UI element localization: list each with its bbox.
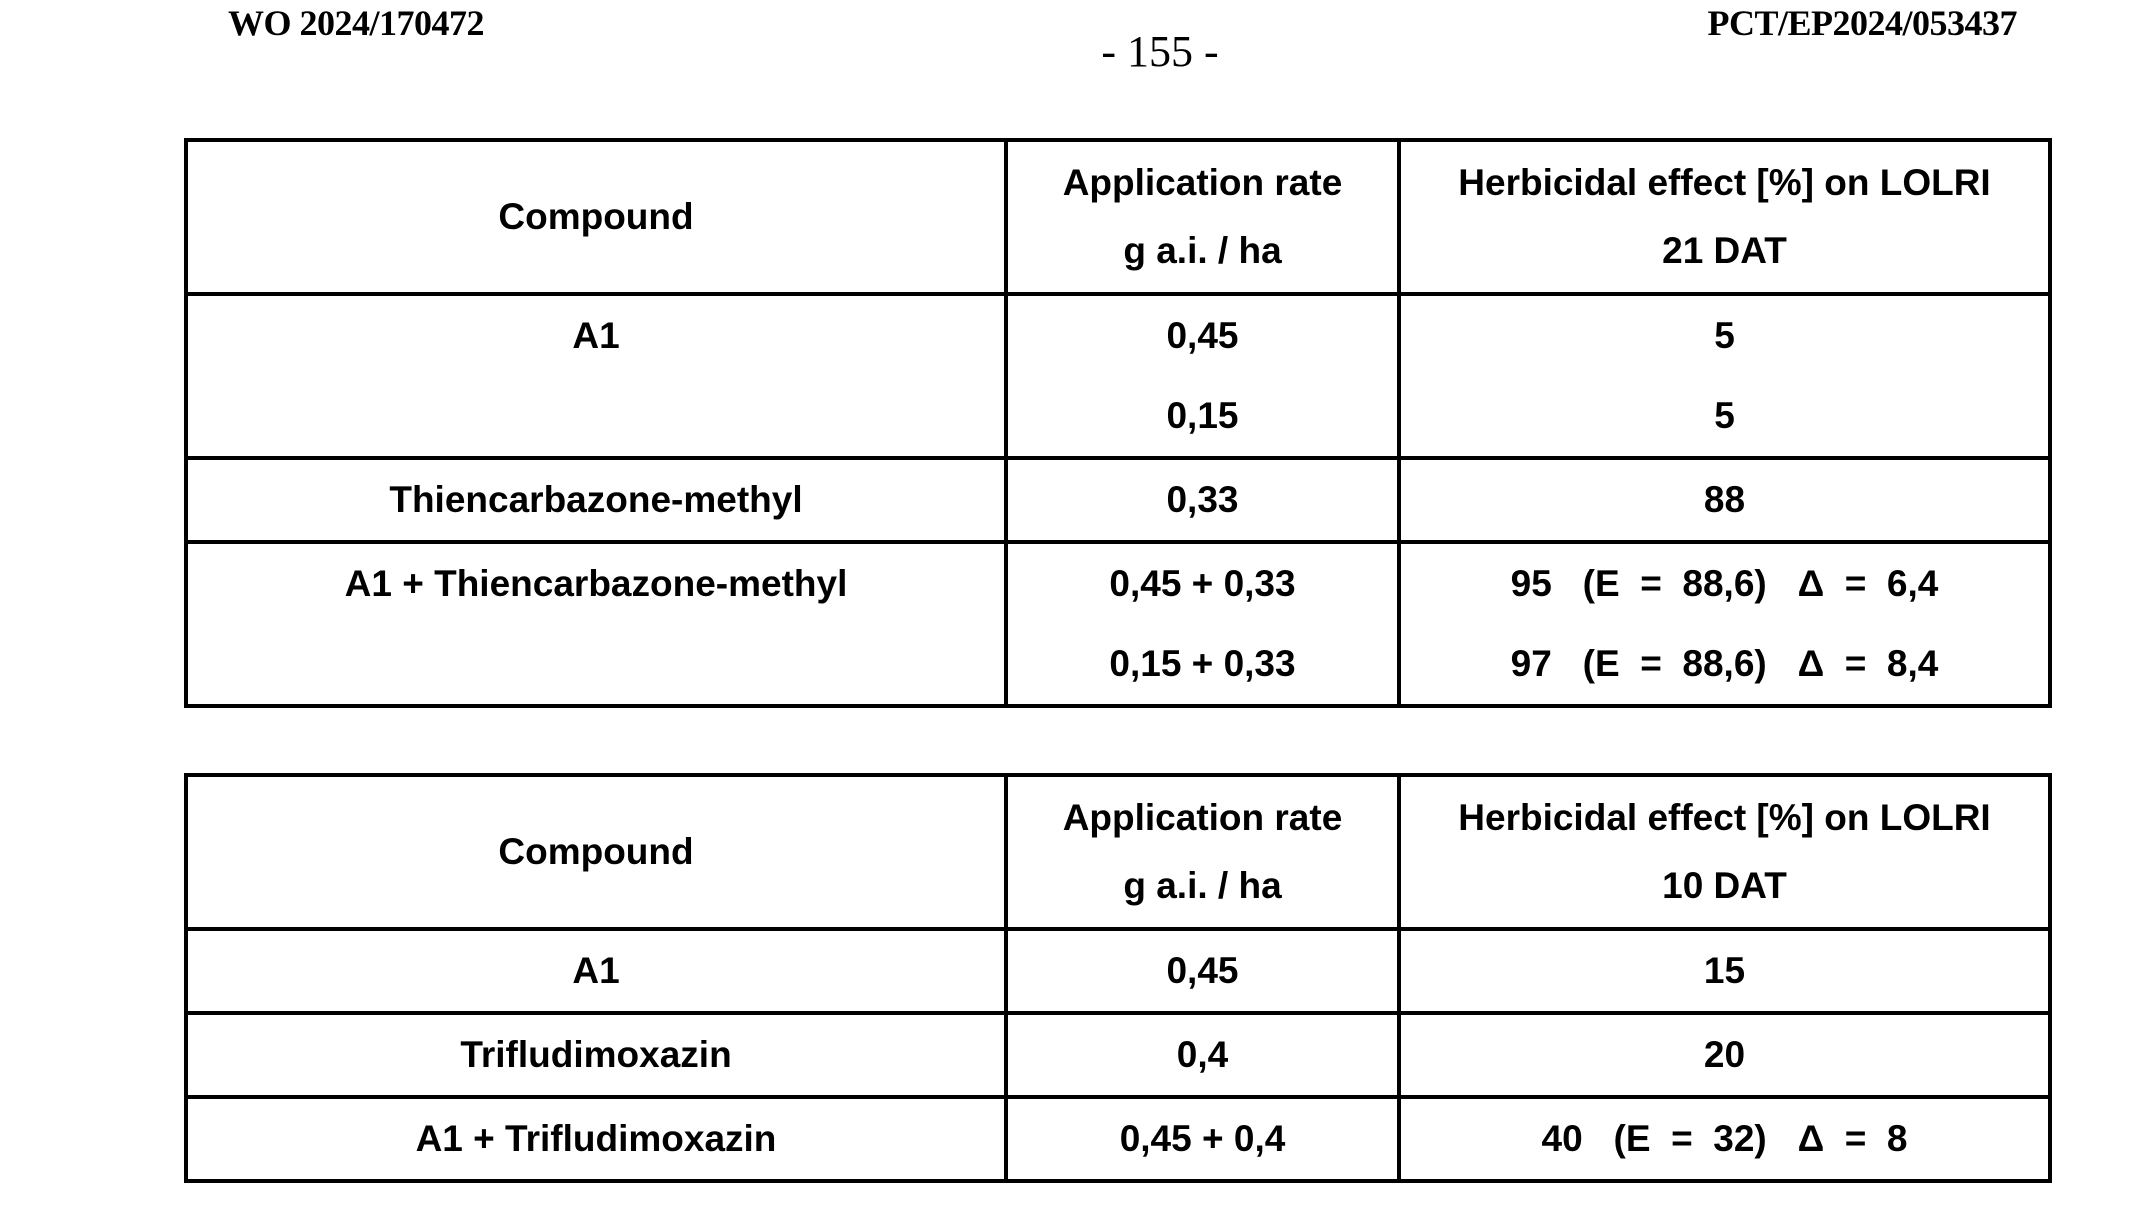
rate-header-label: Application rate (1062, 162, 1343, 203)
column-header-compound (186, 775, 1006, 929)
effect-cell (1399, 542, 2050, 706)
rate-value: 0,45 + 0,4 (1119, 1118, 1286, 1159)
table-header-row (186, 140, 2050, 294)
effect-value: 20 (1703, 1034, 1746, 1075)
rate-cell (1006, 542, 1399, 706)
table-row (186, 1097, 2050, 1181)
rate-cell (1006, 1097, 1399, 1181)
application-number: PCT/EP2024/053437 (1707, 3, 2017, 43)
compound-name: A1 + Thiencarbazone-methyl (344, 563, 848, 604)
rate-value: 0,45 (1166, 315, 1239, 356)
effect-timepoint-label: 21 DAT (1662, 230, 1787, 271)
effect-cell (1399, 1097, 2050, 1181)
compound-cell (186, 1097, 1006, 1181)
compound-cell (186, 1013, 1006, 1097)
effect-cell (1399, 929, 2050, 1013)
column-header-application-rate (1006, 775, 1399, 929)
rate-unit-label: g a.i. / ha (1123, 865, 1282, 906)
compound-name: Thiencarbazone-methyl (389, 479, 803, 520)
column-header-application-rate (1006, 140, 1399, 294)
effect-header-label: Herbicidal effect [%] on LOLRI (1458, 162, 1991, 203)
effect-value: 40 (E = 32) Δ = 8 (1541, 1118, 1908, 1159)
effect-header-label: Herbicidal effect [%] on LOLRI (1458, 797, 1991, 838)
effect-value: 15 (1703, 950, 1746, 991)
rate-value: 0,45 (1166, 950, 1239, 991)
compound-header-label: Compound (498, 196, 694, 237)
table-row (186, 929, 2050, 1013)
compound-cell (186, 542, 1006, 706)
column-header-compound (186, 140, 1006, 294)
compound-cell (186, 294, 1006, 458)
page-number: - 155 - (1101, 27, 1219, 76)
table-row (186, 294, 2050, 458)
effect-cell (1399, 294, 2050, 458)
effect-cell (1399, 458, 2050, 542)
rate-header-label: Application rate (1062, 797, 1343, 838)
rate-value: 0,15 + 0,33 (1109, 643, 1296, 684)
compound-name: Trifludimoxazin (460, 1034, 732, 1075)
herbicidal-effect-table-21dat (184, 138, 2052, 708)
rate-cell (1006, 929, 1399, 1013)
table-row (186, 1013, 2050, 1097)
table-row (186, 542, 2050, 706)
effect-value: 95 (E = 88,6) Δ = 6,4 (1510, 563, 1939, 604)
effect-value: 97 (E = 88,6) Δ = 8,4 (1510, 643, 1939, 684)
rate-value: 0,33 (1166, 479, 1239, 520)
rate-value: 0,4 (1176, 1034, 1229, 1075)
compound-cell (186, 929, 1006, 1013)
rate-cell (1006, 458, 1399, 542)
effect-value: 5 (1714, 395, 1735, 436)
rate-cell (1006, 294, 1399, 458)
compound-header-label: Compound (498, 831, 694, 872)
effect-cell (1399, 1013, 2050, 1097)
publication-number: WO 2024/170472 (228, 3, 485, 43)
rate-value: 0,15 (1166, 395, 1239, 436)
compound-cell (186, 458, 1006, 542)
rate-cell (1006, 1013, 1399, 1097)
compound-name: A1 (572, 950, 620, 991)
rate-value: 0,45 + 0,33 (1109, 563, 1296, 604)
compound-name: A1 (572, 315, 620, 356)
effect-timepoint-label: 10 DAT (1662, 865, 1787, 906)
effect-value: 5 (1714, 315, 1735, 356)
rate-unit-label: g a.i. / ha (1123, 230, 1282, 271)
column-header-herbicidal-effect (1399, 140, 2050, 294)
effect-value: 88 (1703, 479, 1746, 520)
table-row (186, 458, 2050, 542)
column-header-herbicidal-effect (1399, 775, 2050, 929)
compound-name: A1 + Trifludimoxazin (415, 1118, 777, 1159)
herbicidal-effect-table-10dat (184, 773, 2052, 1183)
table-header-row (186, 775, 2050, 929)
